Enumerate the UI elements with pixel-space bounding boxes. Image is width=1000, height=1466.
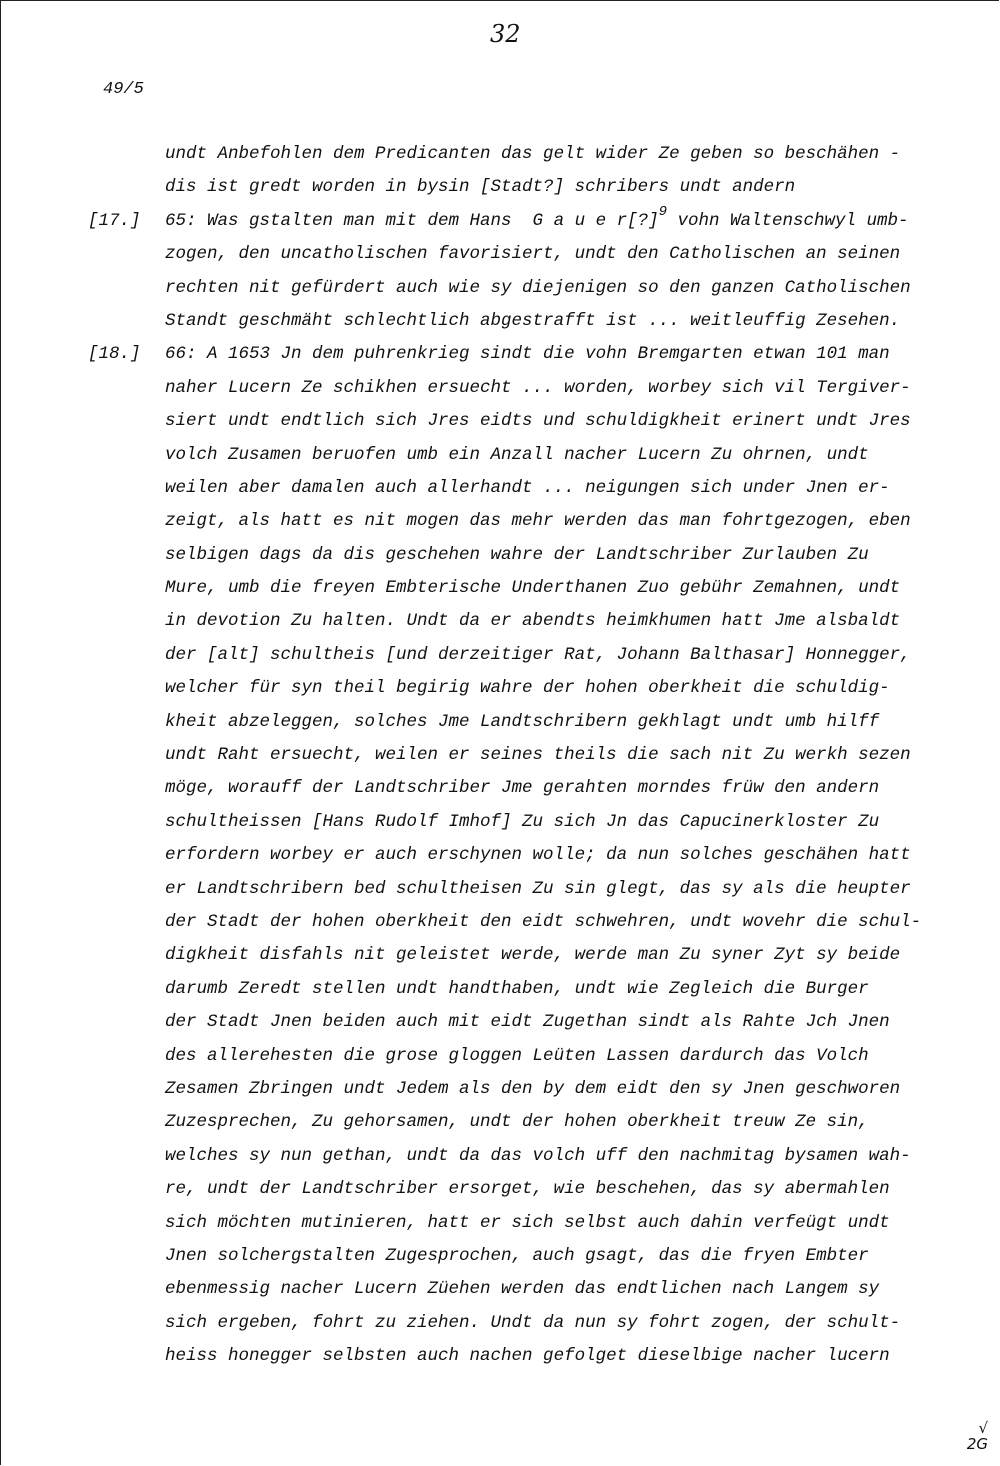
footer-check-mark: √ [978,1419,988,1437]
line-text [165,305,900,338]
text-line [0,806,1000,839]
text-line [0,973,1000,1006]
line-text [165,1073,900,1106]
text-line [0,873,1000,906]
line-text-main: volch Zusamen beruofen umb ein Anzall nacher Lucern Zu ohrnen, undt [165,444,869,465]
line-text [165,539,869,572]
line-text [165,272,911,305]
text-line [0,1106,1000,1139]
text-line [0,605,1000,638]
line-text [165,1240,869,1273]
text-line [0,672,1000,705]
line-text-main: welcher für syn theil begirig wahre der hohen oberkheit die schuldig- [165,678,890,699]
line-text-main: 65: Was gstalten man mit dem Hans G a u e r[?] [165,210,659,231]
line-text-main: siert undt endtlich sich Jres eidts und schuldigkheit erinert undt Jres [165,411,911,432]
line-text [165,706,879,739]
line-text [165,1173,890,1206]
line-text-main: undt Raht ersuecht, weilen er seines theils die sach nit Zu werkh sezen [165,745,911,766]
text-line [0,1173,1000,1206]
line-text [165,405,911,438]
line-text [165,873,911,906]
line-text-main: undt Anbefohlen dem Predicanten das gelt wider Ze geben so beschähen - [165,144,901,164]
line-text-main: der Stadt Jnen beiden auch mit eidt Zugethan sindt als Rahte Jch Jnen [165,1012,890,1033]
line-text [165,639,911,672]
line-text-main: digkheit disfahls nit geleistet werde, werde man Zu syner Zyt sy beide [165,945,901,966]
text-line [0,539,1000,572]
line-text-main: sich möchten mutinieren, hatt er sich selbst auch dahin verfeügt undt [165,1212,890,1233]
line-text-main: Zesamen Zbringen undt Jedem als den by dem eidt den sy Jnen geschworen [165,1078,901,1099]
entry-number-marker: [17.] [88,210,141,231]
text-line [0,939,1000,972]
line-text [165,238,900,271]
line-text [165,806,879,839]
line-text-main: 66: A 1653 Jn dem puhrenkrieg sindt die vohn Bremgarten etwan 101 man [165,344,890,365]
line-text-main: darumb Zeredt stellen undt handthaben, undt wie Zegleich die Burger [165,978,869,999]
line-text [165,171,795,204]
text-line [0,405,1000,438]
line-text [165,1273,879,1306]
line-text [165,472,890,505]
text-line [0,572,1000,605]
line-text [165,1307,900,1340]
line-text-main: schultheissen [Hans Rudolf Imhof] Zu sich Jn das Capucinerkloster Zu [165,811,880,832]
line-text-main: heiss honegger selbsten auch nachen gefolget dieselbige nacher lucern [165,1346,890,1367]
text-line [0,439,1000,472]
line-text-main: dis ist gredt worden in bysin [Stadt?] schribers undt andern [165,177,796,198]
line-text-continuation: vohn Waltenschwyl umb- [667,210,909,231]
text-line [0,772,1000,805]
entry-number-marker: [18.] [88,344,141,365]
line-text-main: Zuzesprechen, Zu gehorsamen, undt der hohen oberkheit treuw Ze sin, [165,1112,869,1133]
line-text-main: der [alt] schultheis [und derzeitiger Rat, Johann Balthasar] Honnegger, [165,644,911,665]
line-text-main: welches sy nun gethan, undt da das volch uff den nachmitag bysamen wah- [165,1145,911,1166]
line-text [165,605,900,638]
line-text-main: der Stadt der hohen oberkheit den eidt schwehren, undt wovehr die schul- [165,911,922,932]
line-text-main: Standt geschmäht schlechtlich abgestrafft ist ... weitleuffig Zesehen. [165,310,901,331]
line-text-main: zeigt, als hatt es nit mogen das mehr werden das man fohrtgezogen, eben [165,511,911,532]
line-text [165,1040,869,1073]
text-line [0,338,1000,371]
line-text [165,338,890,371]
line-text [165,372,911,405]
line-text-main: er Landtschribern bed schultheisen Zu sin glegt, das sy als die heupter [165,878,911,899]
archival-footer-mark [967,1420,988,1452]
line-text-main: sich ergeben, fohrt zu ziehen. Undt da nun sy fohrt zogen, der schult- [165,1312,901,1333]
text-line [0,839,1000,872]
text-line [0,472,1000,505]
line-text-main: erfordern worbey er auch erschynen wolle; da nun solches geschähen hatt [165,845,911,866]
text-line [0,1240,1000,1273]
text-line [0,505,1000,538]
line-text-main: rechten nit gefürdert auch wie sy diejenigen so den ganzen Catholischen [165,277,911,298]
text-line [0,1140,1000,1173]
line-text [165,839,911,872]
text-line [0,372,1000,405]
text-line [0,1207,1000,1240]
line-text-main: in devotion Zu halten. Undt da er abendts heimkhumen hatt Jme alsbaldt [165,611,901,632]
text-line [0,1073,1000,1106]
line-text [165,739,911,772]
text-line [0,171,1000,204]
line-text-main: weilen aber damalen auch allerhandt ... neigungen sich under Jnen er- [165,477,890,498]
line-text-main: naher Lucern Ze schikhen ersuecht ... worden, worbey sich vil Tergiver- [165,377,911,398]
line-text [165,1140,911,1173]
text-line [0,1307,1000,1340]
text-line [0,205,1000,238]
text-line [0,238,1000,271]
line-text [165,439,869,472]
text-line [0,706,1000,739]
line-text [165,505,911,538]
line-text-main: zogen, den uncatholischen favorisiert, undt den Catholischen an seinen [165,244,901,265]
text-line [0,1340,1000,1373]
line-text-main: Jnen solchergstalten Zugesprochen, auch gsagt, das die fryen Embter [165,1245,869,1266]
line-text [165,138,900,171]
archive-reference: 49/5 [103,80,144,99]
line-text-main: ebenmessig nacher Lucern Züehen werden das endtlichen nach Langem sy [165,1279,880,1300]
text-line [0,639,1000,672]
text-line [0,272,1000,305]
line-text [165,1006,890,1039]
line-text [165,205,909,239]
line-text [165,572,900,605]
text-line [0,906,1000,939]
line-text-main: selbigen dags da dis geschehen wahre der Landtschriber Zurlauben Zu [165,544,869,565]
line-text-main: re, undt der Landtschriber ersorget, wie beschehen, das sy abermahlen [165,1179,890,1200]
line-text-main: Mure, umb die freyen Embterische Underthanen Zuo gebühr Zemahnen, undt [165,578,901,599]
line-text-main: des allerehesten die grose gloggen Leüten Lassen dardurch das Volch [165,1045,869,1066]
line-text [165,1106,869,1139]
line-text-main: kheit abzeleggen, solches Jme Landtschribern gekhlagt undt umb hilff [165,711,880,732]
footnote-reference: 9 [658,203,667,220]
line-text [165,672,890,705]
text-line [0,138,1000,171]
line-text [165,1207,890,1240]
footer-sheet-number: 2G [966,1435,988,1453]
text-line [0,1273,1000,1306]
page-number: 32 [490,20,521,48]
text-line [0,1006,1000,1039]
line-text [165,939,900,972]
line-text [165,772,879,805]
text-line [0,739,1000,772]
text-line [0,1040,1000,1073]
line-text-main: möge, worauff der Landtschriber Jme gerahten morndes früw den andern [165,778,880,799]
line-text [165,1340,890,1373]
text-line [0,305,1000,338]
line-text [165,906,921,939]
transcript-body [0,138,1000,1373]
line-text [165,973,869,1006]
